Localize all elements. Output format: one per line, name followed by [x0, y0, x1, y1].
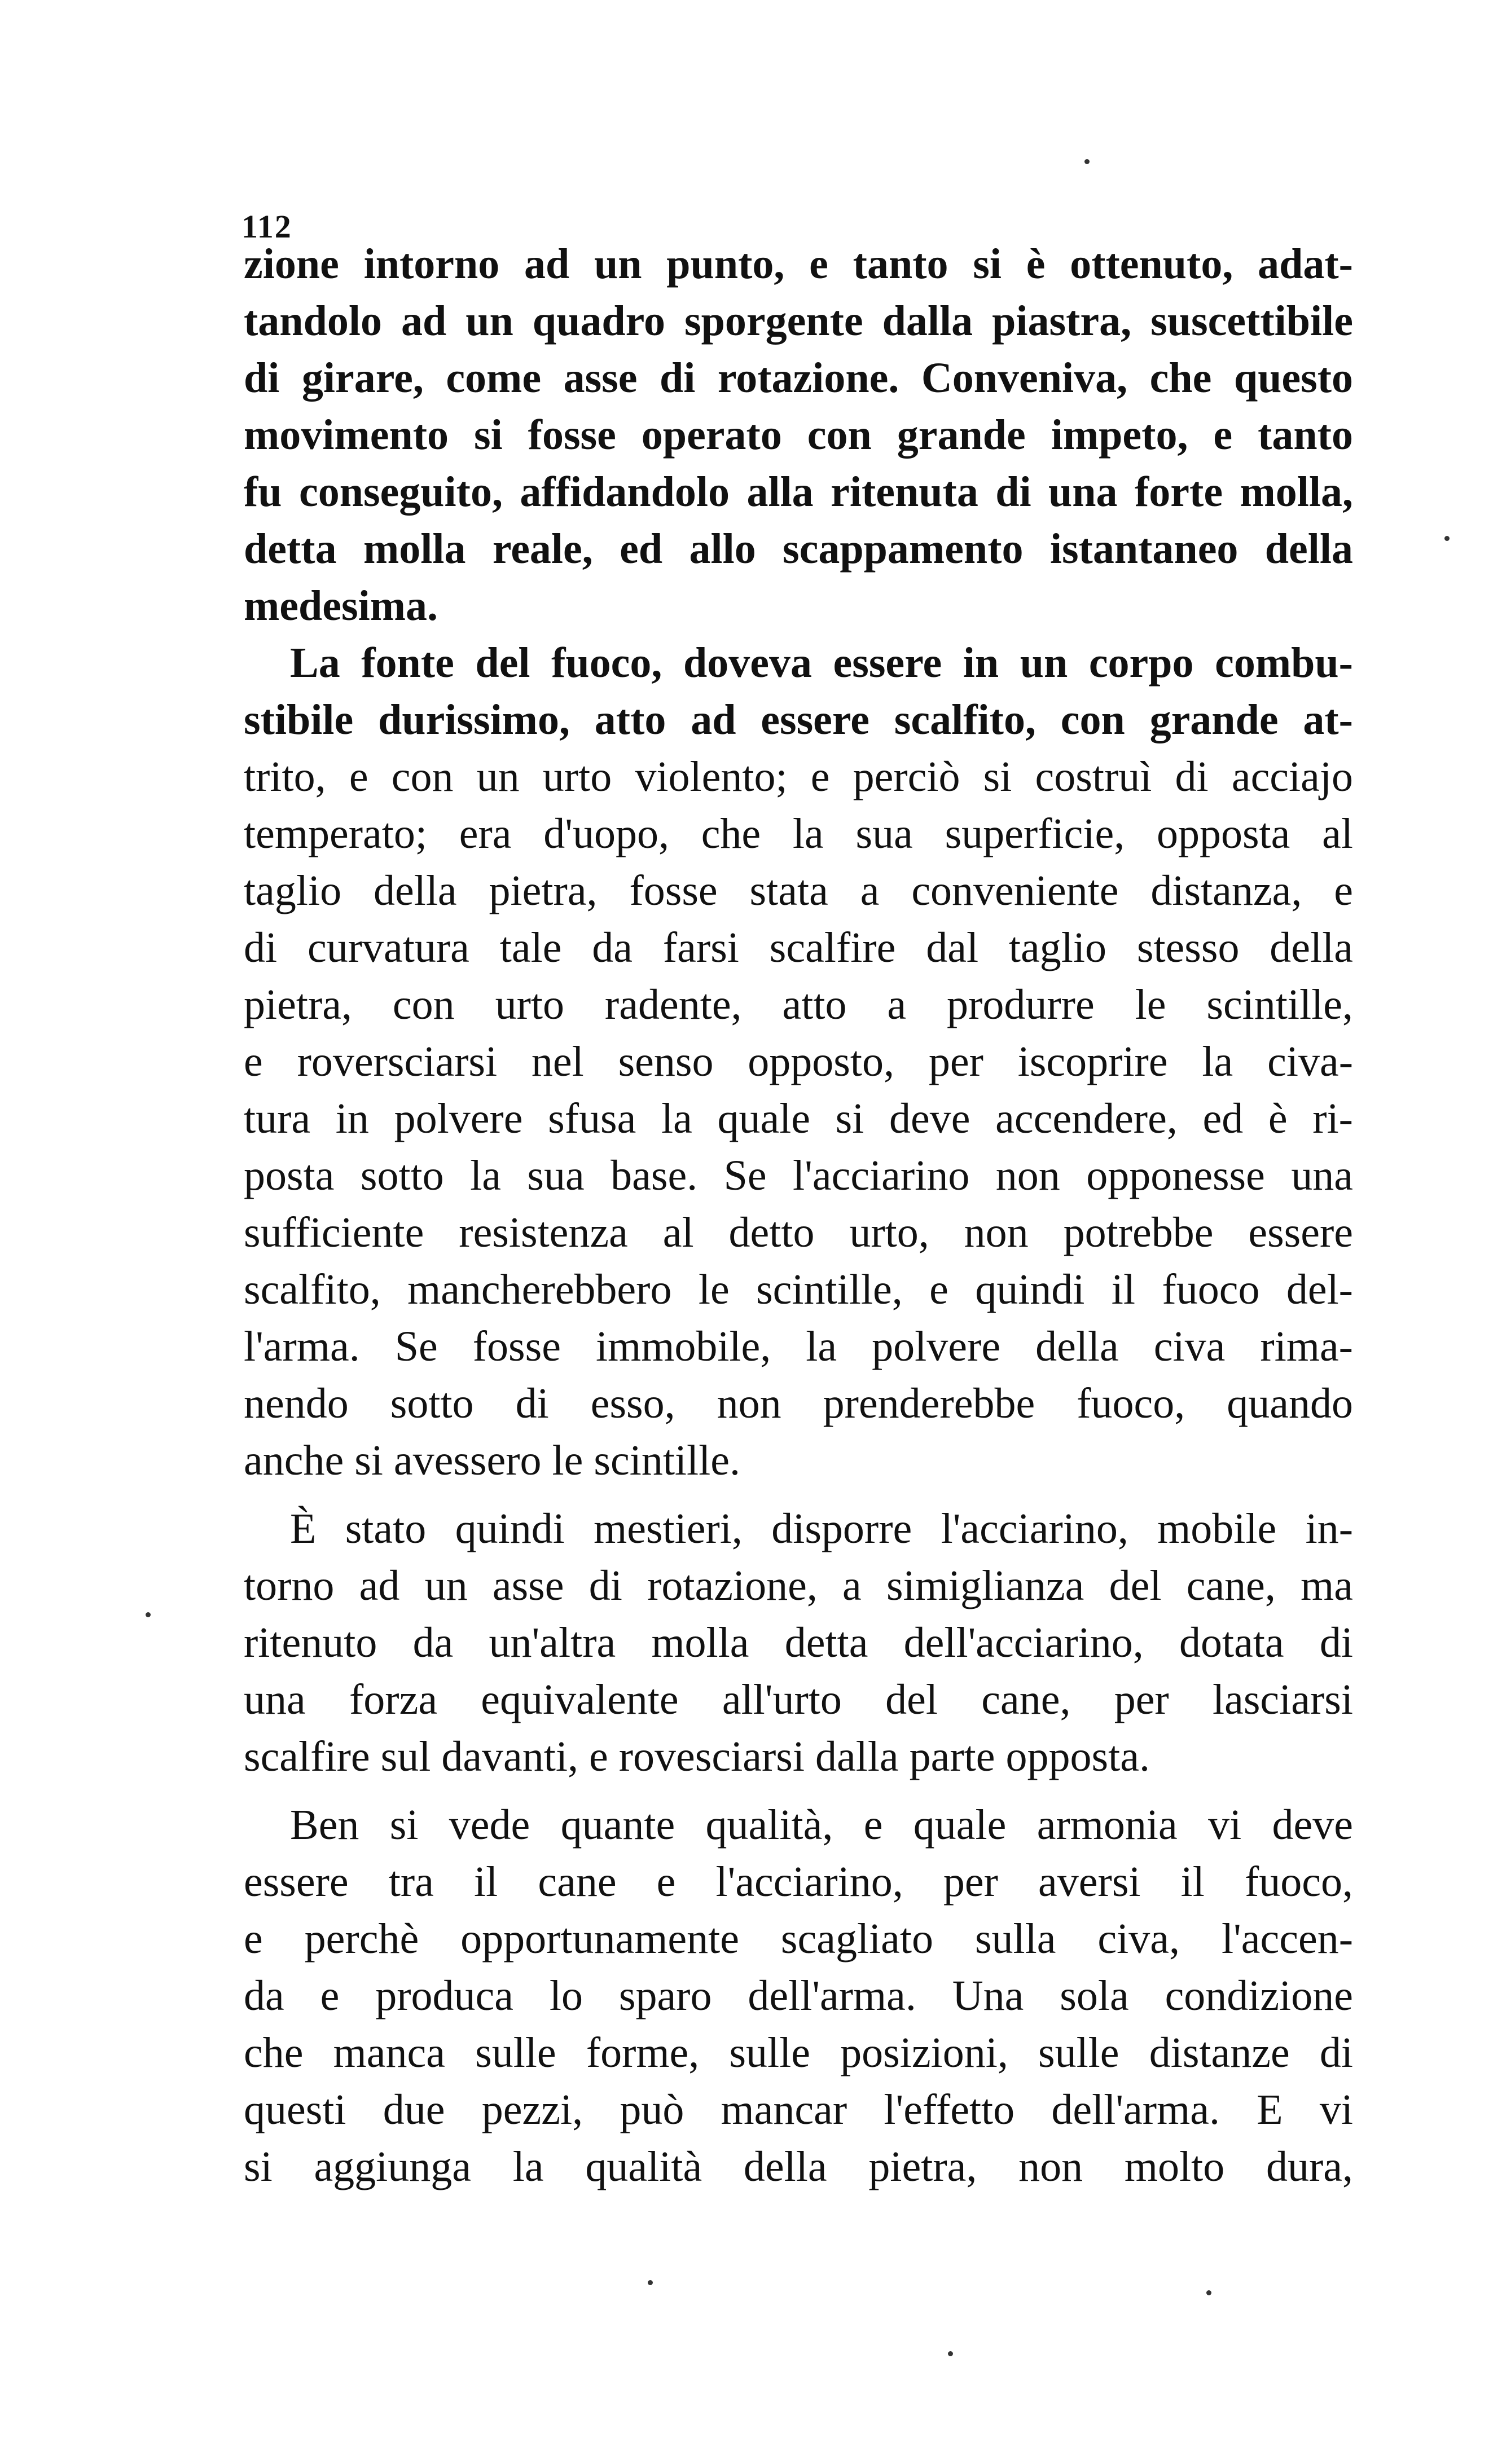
text-line: una forza equivalente all'urto del cane, per lasciarsi [244, 1676, 1353, 1723]
text-line: taglio della pietra, fosse stata a conveniente distanza, e [244, 867, 1353, 914]
scan-speck [1084, 159, 1090, 164]
text-line: Ben si vede quante qualità, e quale armonia vi deve [290, 1801, 1353, 1849]
text-line: essere tra il cane e l'acciarino, per aversi il fuoco, [244, 1858, 1353, 1906]
text-line: trito, e con un urto violento; e perciò si costruì di acciajo [244, 753, 1353, 800]
text-line: zione intorno ad un punto, e tanto si è ottenuto, adat- [244, 240, 1353, 288]
text-line: pietra, con urto radente, atto a produrre le scintille, [244, 981, 1353, 1028]
text-line: sufficiente resistenza al detto urto, non potrebbe essere [244, 1209, 1353, 1256]
text-line: detta molla reale, ed allo scappamento istantaneo della [244, 525, 1353, 573]
scan-speck [1444, 536, 1450, 541]
body-text [244, 236, 1353, 2195]
paragraph-gap [244, 1785, 1353, 1797]
text-line: di girare, come asse di rotazione. Conveniva, che questo [244, 354, 1353, 402]
text-line: e perchè opportunamente scagliato sulla civa, l'accen- [244, 1915, 1353, 1963]
scan-speck [1206, 2290, 1211, 2295]
text-line: torno ad un asse di rotazione, a simiglianza del cane, ma [244, 1562, 1353, 1609]
text-line: La fonte del fuoco, doveva essere in un corpo combu- [290, 639, 1353, 687]
scan-speck [948, 2351, 953, 2356]
text-line: ritenuto da un'altra molla detta dell'acciarino, dotata di [244, 1619, 1353, 1666]
text-line: medesima. [244, 582, 438, 630]
text-line: che manca sulle forme, sulle posizioni, sulle distanze di [244, 2029, 1353, 2076]
page-number: 112 [241, 208, 292, 245]
text-line: questi due pezzi, può mancar l'effetto dell'arma. E vi [244, 2086, 1353, 2133]
text-line: stibile durissimo, atto ad essere scalfito, con grande at- [244, 696, 1353, 743]
text-line: nendo sotto di esso, non prenderebbe fuoco, quando [244, 1380, 1353, 1427]
text-line: scalfire sul davanti, e rovesciarsi dalla parte opposta. [244, 1733, 1150, 1780]
text-line: È stato quindi mestieri, disporre l'acciarino, mobile in- [290, 1505, 1353, 1552]
text-line: scalfito, mancherebbero le scintille, e quindi il fuoco del- [244, 1266, 1353, 1313]
text-line: anche si avessero le scintille. [244, 1437, 741, 1484]
text-line: posta sotto la sua base. Se l'acciarino non opponesse una [244, 1152, 1353, 1199]
paragraph-gap [244, 1489, 1353, 1501]
scan-speck [648, 2280, 653, 2285]
text-line: movimento si fosse operato con grande impeto, e tanto [244, 411, 1353, 459]
text-line: e roversciarsi nel senso opposto, per iscoprire la civa- [244, 1038, 1353, 1085]
text-line: temperato; era d'uopo, che la sua superficie, opposta al [244, 810, 1353, 857]
text-line: l'arma. Se fosse immobile, la polvere della civa rima- [244, 1323, 1353, 1370]
text-line: tandolo ad un quadro sporgente dalla piastra, suscettibile [244, 297, 1353, 345]
text-line: fu conseguito, affidandolo alla ritenuta di una forte molla, [244, 468, 1353, 516]
scan-speck [146, 1612, 151, 1617]
text-line: di curvatura tale da farsi scalfire dal taglio stesso della [244, 924, 1353, 971]
text-line: da e produca lo sparo dell'arma. Una sola condizione [244, 1972, 1353, 2019]
text-line: tura in polvere sfusa la quale si deve accendere, ed è ri- [244, 1095, 1353, 1142]
text-line: si aggiunga la qualità della pietra, non molto dura, [244, 2143, 1353, 2190]
